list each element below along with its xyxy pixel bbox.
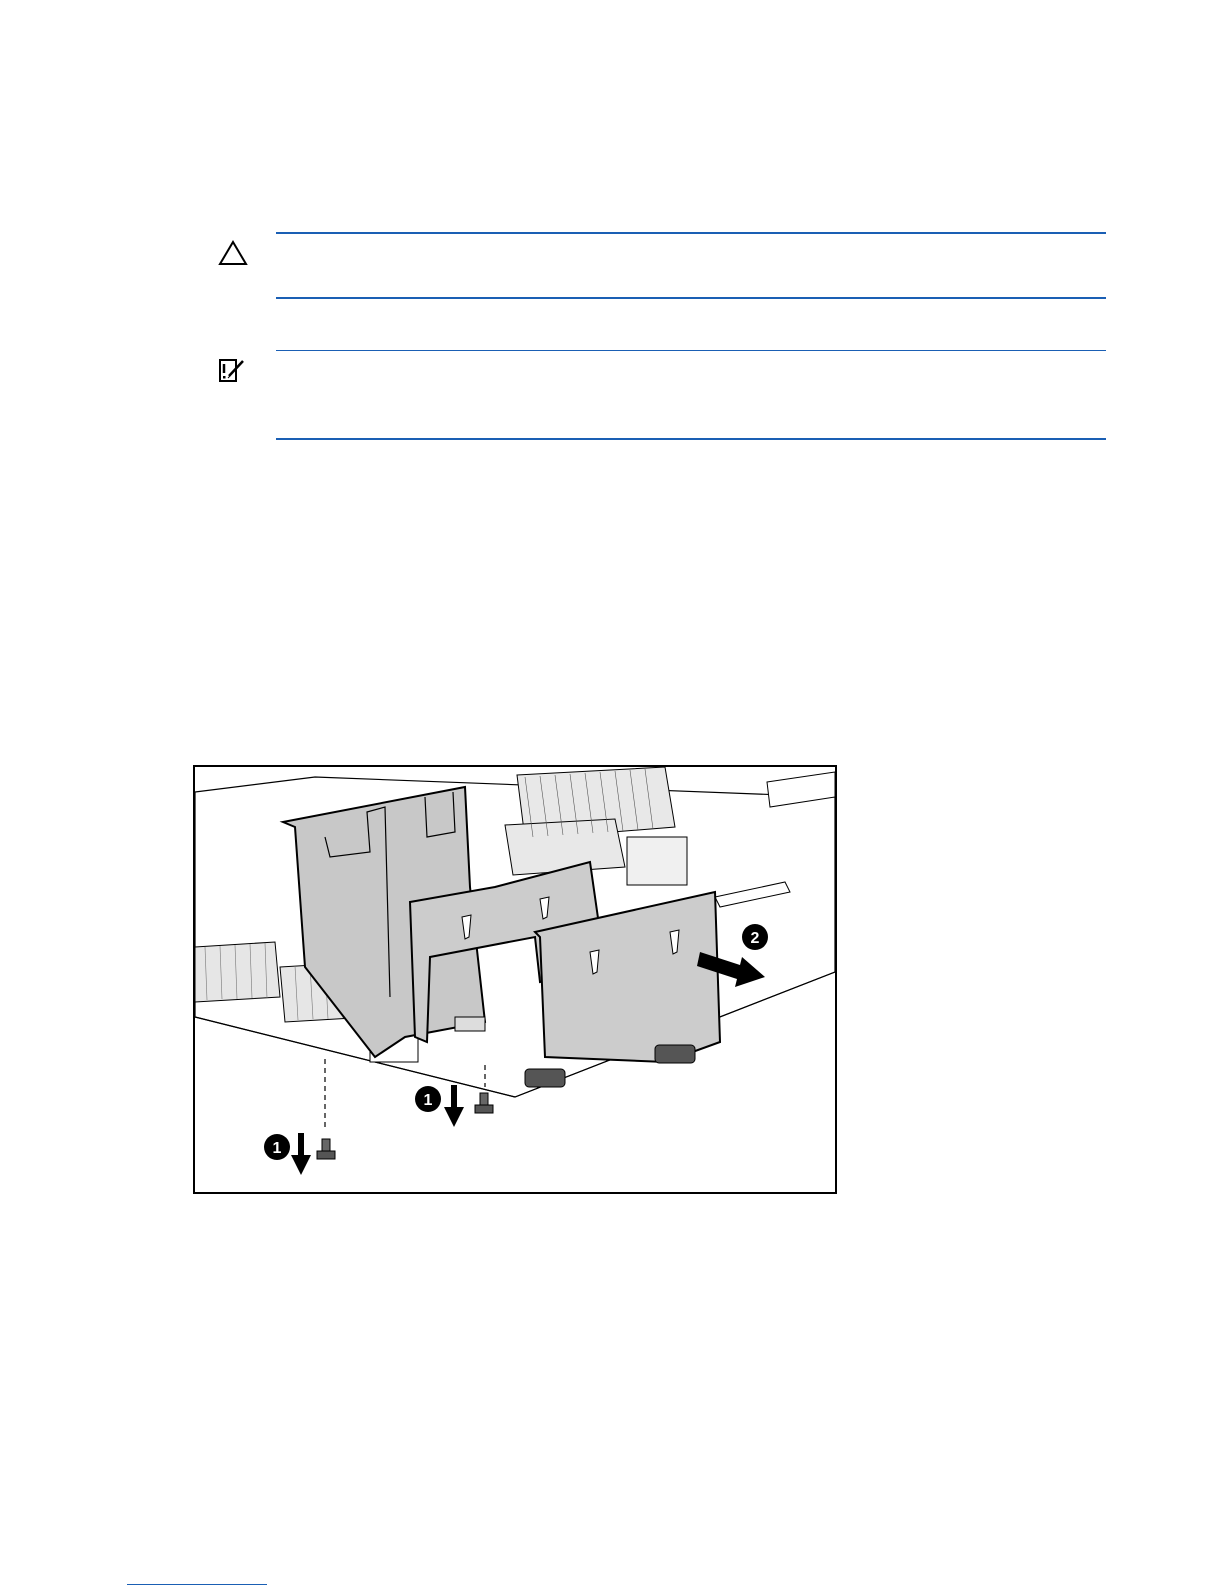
important-bottom-rule — [276, 438, 1106, 440]
important-top-rule — [276, 350, 1106, 351]
callout-1-left — [264, 1134, 290, 1160]
caution-bottom-rule — [276, 297, 1106, 299]
down-arrow-icon-2 — [444, 1085, 464, 1127]
down-arrow-icon — [291, 1133, 311, 1175]
important-notepad-icon — [218, 358, 248, 389]
screw-icon-2 — [475, 1093, 493, 1113]
svg-text:2: 2 — [750, 930, 760, 947]
baffle-removal-illustration — [193, 765, 837, 1194]
caution-top-rule — [276, 232, 1106, 234]
svg-text:1: 1 — [272, 1140, 282, 1157]
screw-icon — [317, 1139, 335, 1159]
svg-text:1: 1 — [423, 1092, 433, 1109]
caution-triangle-icon — [218, 240, 248, 271]
callout-1-center — [415, 1086, 441, 1112]
component-block — [627, 837, 687, 885]
callout-2 — [742, 924, 768, 950]
